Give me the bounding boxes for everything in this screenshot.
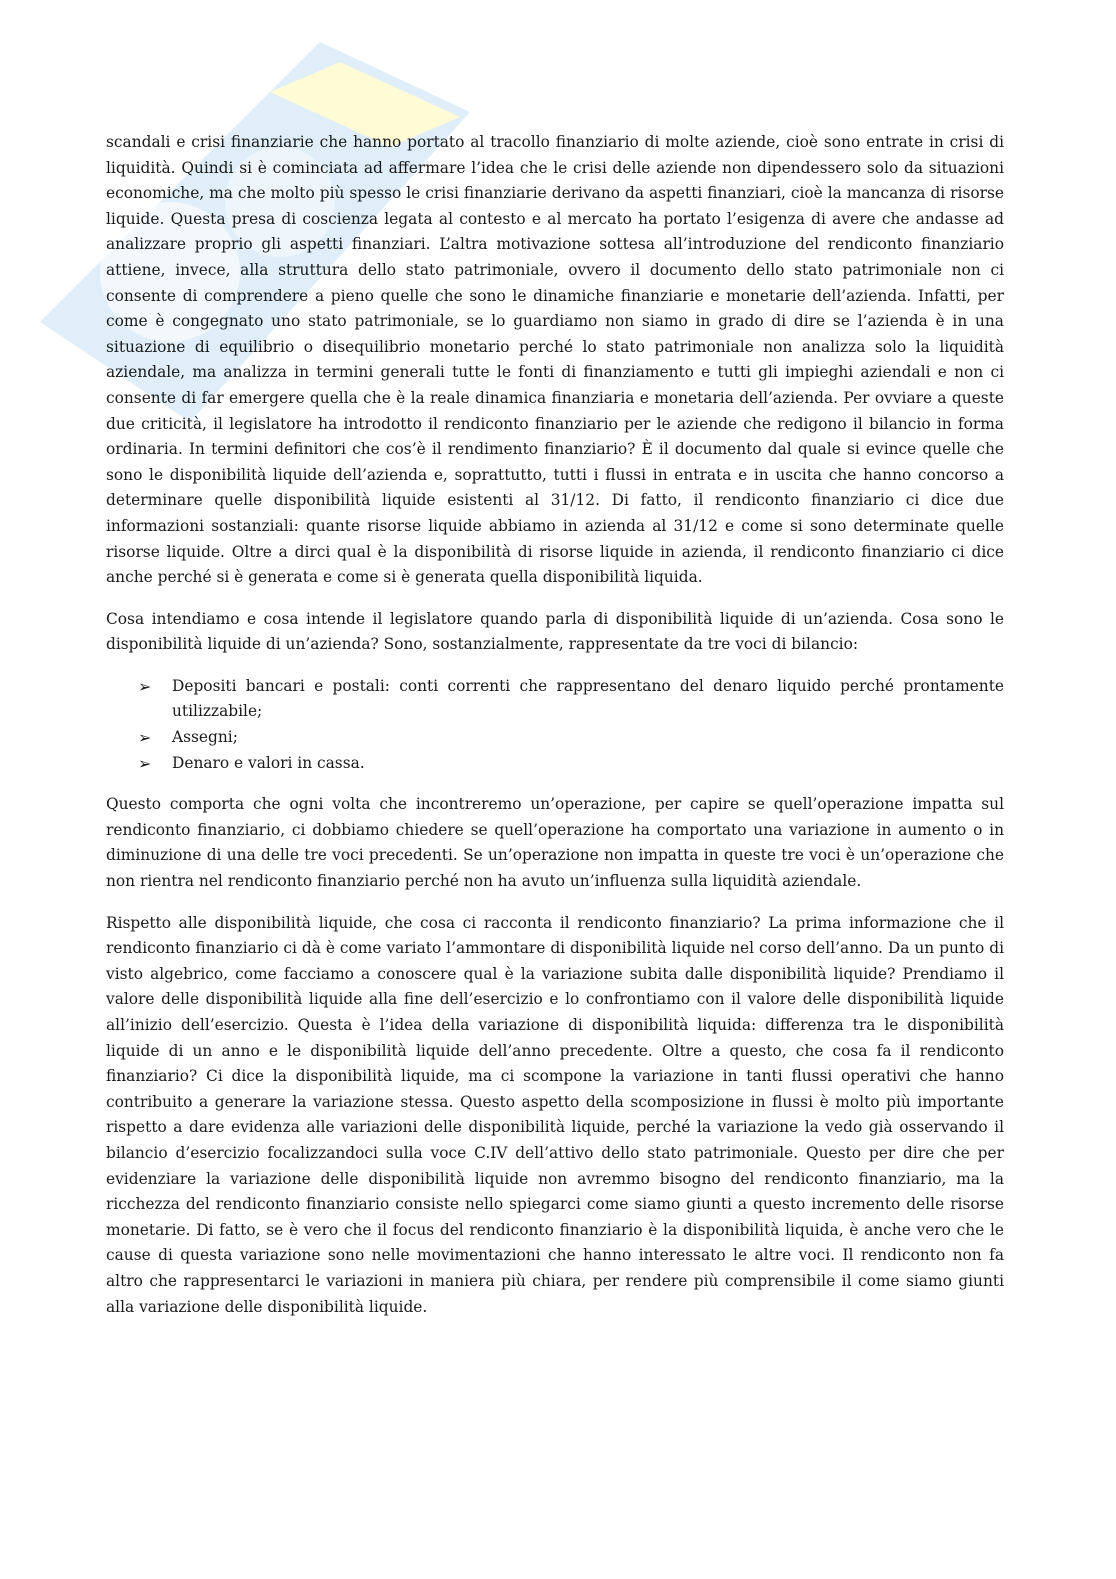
paragraph-operations: Questo comporta che ogni volta che incontreremo un’operazione, per capire se quell’operazione impatta sul rendiconto finanziario, ci dobbiamo chiedere se quell’operazione ha comportato una variazione in aumento o in diminuzione di una delle tre voci precedenti. Se un’operazione non impatta in queste tre voci è un’operazione che non rientra nel rendiconto finanziario perché non ha avuto un’influenza sulla liquidità aziendale. — [106, 795, 1004, 891]
list-item-text: Assegni; — [172, 728, 238, 747]
paragraph-definition-question: Cosa intendiamo e cosa intende il legislatore quando parla di disponibilità liquide di un’azienda. Cosa sono le disponibilità liquide di un’azienda? Sono, sostanzialmente, rappresentate da tre voci di bilancio: — [106, 609, 1004, 654]
paragraph-intro: scandali e crisi finanziarie che hanno portato al tracollo finanziario di molte aziende, cioè sono entrate in crisi di liquidità. Quindi si è cominciata ad affermare l’idea che le crisi delle aziende non dipendessero solo da situazioni economiche, ma che molto più spesso le crisi finanziarie derivano da aspetti finanziari, cioè la mancanza di risorse liquide. Questa presa di coscienza legata al contesto e al mercato ha portato l’esigenza di avere che andasse ad analizzare proprio gli aspetti finanziari. L’altra motivazione sottesa all’introduzione del rendiconto finanziario attiene, invece, alla struttura dello stato patrimoniale, ovvero il documento dello stato patrimoniale non ci consente di comprendere a pieno quelle che sono le dinamiche finanziarie e monetarie dell’azienda. Infatti, per come è congegnato uno stato patrimoniale, se lo guardiamo non siamo in grado di dire se l’azienda è in una situazione di equilibrio o disequilibrio monetario perché lo stato patrimoniale non analizza solo la liquidità aziendale, ma analizza in termini generali tutte le fonti di finanziamento e tutti gli impieghi aziendali e non ci consente di far emergere quella che è la reale dinamica finanziaria e monetaria dell’azienda. Per ovviare a queste due criticità, il legislatore ha introdotto il rendiconto finanziario per le aziende che redigono il bilancio in forma ordinaria. In termini definitori che cos’è il rendimento finanziario? È il documento dal quale si evince quelle che sono le disponibilità liquide dell’azienda e, soprattutto, tutti i flussi in entrata e in uscita che hanno concorso a determinare quelle disponibilità liquide esistenti al 31/12. Di fatto, il rendiconto finanziario ci dice due informazioni sostanziali: quante risorse liquide abbiamo in azienda al 31/12 e come si sono determinate quelle risorse liquide. Oltre a dirci qual è la disponibilità di risorse liquide in azienda, il rendiconto finanziario ci dice anche perché si è generata e come si è generata quella disponibilità liquida. — [106, 133, 1004, 587]
list-item — [106, 725, 1004, 751]
arrow-bullet-icon: ➢ — [138, 676, 152, 696]
arrow-bullet-icon: ➢ — [138, 753, 152, 773]
bullet-list — [106, 674, 1004, 776]
list-item-text: Denaro e valori in cassa. — [172, 753, 365, 772]
arrow-bullet-icon: ➢ — [138, 728, 152, 748]
paragraph-variation: Rispetto alle disponibilità liquide, che cosa ci racconta il rendiconto finanziario? La prima informazione che il rendiconto finanziario ci dà è come variato l’ammontare di disponibilità liquide nel corso dell’anno. Da un punto di visto algebrico, come facciamo a conoscere qual è la variazione subita dalle disponibilità liquide? Prendiamo il valore delle disponibilità liquide alla fine dell’esercizio e lo confrontiamo con il valore delle disponibilità liquide all’inizio dell’esercizio. Questa è l’idea della variazione di disponibilità liquida: differenza tra le disponibilità liquide di un anno e le disponibilità liquide dell’anno precedente. Oltre a questo, che cosa fa il rendiconto finanziario? Ci dice la disponibilità liquide, ma ci scompone la variazione in tanti flussi operativi che hanno contribuito a generare la variazione stessa. Questo aspetto della scomposizione in flussi è molto più importante rispetto a dare evidenza alle variazioni delle disponibilità liquide, perché la variazione la vedo già osservando il bilancio d’esercizio focalizzandoci sulla voce C.IV dell’attivo dello stato patrimoniale. Questo per dire che per evidenziare la variazione delle disponibilità liquide non avremmo bisogno del rendiconto finanziario, ma la ricchezza del rendiconto finanziario consiste nello spiegarci come siamo giunti a questo incremento delle risorse monetarie. Di fatto, se è vero che il focus del rendiconto finanziario è la disponibilità liquida, è anche vero che le cause di questa variazione sono nelle movimentazioni che hanno interessato le altre voci. Il rendiconto non fa altro che rappresentarci le variazioni in maniera più chiara, per rendere più comprensibile il come siamo giunti alla variazione delle disponibilità liquide. — [106, 913, 1004, 1316]
list-item — [106, 751, 1004, 777]
list-item-text: Depositi bancari e postali: conti correnti che rappresentano del denaro liquido perché prontamente utilizzabile; — [172, 676, 1004, 721]
document-page — [106, 130, 1004, 1336]
list-item — [106, 674, 1004, 725]
